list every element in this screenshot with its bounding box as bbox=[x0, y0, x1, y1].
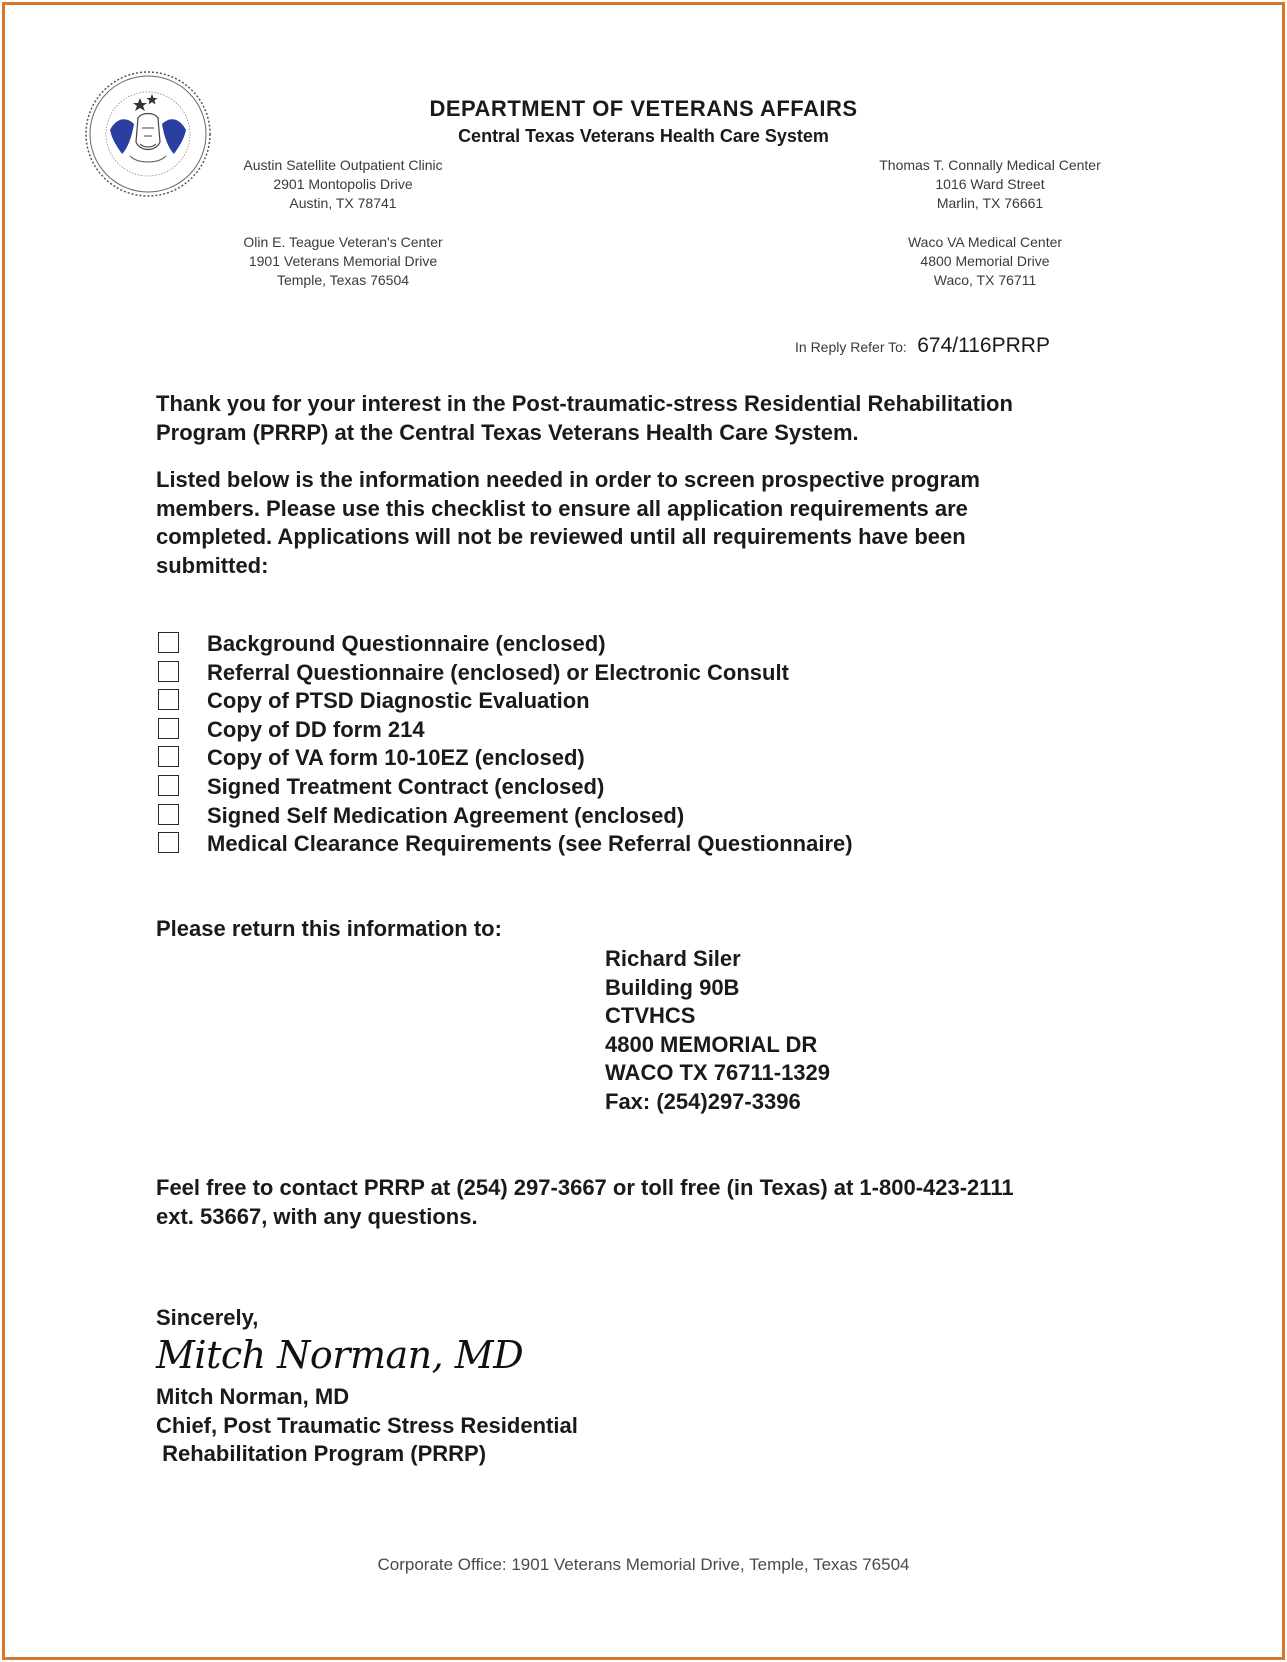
checklist-item-label: Copy of DD form 214 bbox=[207, 716, 425, 742]
checkbox[interactable] bbox=[158, 746, 179, 767]
closing-salutation: Sincerely, bbox=[156, 1305, 259, 1330]
intro-paragraph: Thank you for your interest in the Post-traumatic-stress Residential Rehabilitation Program (PRRP) at the Central Texas Veterans Health Care System. bbox=[156, 391, 1013, 445]
handwritten-signature: Mitch Norman, MD bbox=[156, 1333, 524, 1377]
reply-label: In Reply Refer To: bbox=[795, 339, 907, 355]
signer-block: Mitch Norman, MD Chief, Post Traumatic Stress Residential Rehabilitation Program (PRRP) bbox=[156, 1384, 578, 1466]
checkbox[interactable] bbox=[158, 689, 179, 710]
reply-reference bbox=[795, 334, 1050, 358]
facility-austin-address: Austin Satellite Outpatient Clinic 2901 Montopolis Drive Austin, TX 78741 bbox=[243, 157, 443, 211]
instructions-paragraph: Listed below is the information needed in order to screen prospective program members. Please use this checklist to ensure all application requirements are completed. Applications will not be reviewed until all requirements have been submitted: bbox=[156, 467, 980, 578]
checkbox[interactable] bbox=[158, 775, 179, 796]
checkbox[interactable] bbox=[158, 632, 179, 653]
checkbox[interactable] bbox=[158, 832, 179, 853]
checkbox[interactable] bbox=[158, 804, 179, 825]
checklist-item-label: Signed Self Medication Agreement (enclosed) bbox=[207, 802, 685, 828]
footer-corporate-office: Corporate Office: 1901 Veterans Memorial Drive, Temple, Texas 76504 bbox=[377, 1555, 910, 1574]
return-address: Richard Siler Building 90B CTVHCS 4800 MEMORIAL DR WACO TX 76711-1329 Fax: (254)297-3396 bbox=[605, 946, 831, 1114]
checklist-item-label: Referral Questionnaire (enclosed) or Electronic Consult bbox=[207, 659, 789, 685]
facility-waco-address: Waco VA Medical Center 4800 Memorial Drive Waco, TX 76711 bbox=[907, 234, 1063, 288]
checklist-item-label: Copy of VA form 10-10EZ (enclosed) bbox=[207, 745, 585, 771]
checklist-item-label: Copy of PTSD Diagnostic Evaluation bbox=[207, 688, 590, 714]
department-title: DEPARTMENT OF VETERANS AFFAIRS bbox=[429, 96, 858, 121]
contact-paragraph: Feel free to contact PRRP at (254) 297-3667 or toll free (in Texas) at 1-800-423-2111 ext. 53667, with any questions. bbox=[156, 1175, 1014, 1229]
return-instructions: Please return this information to: bbox=[156, 916, 502, 941]
checklist-item-label: Medical Clearance Requirements (see Referral Questionnaire) bbox=[207, 831, 853, 857]
checklist-item-label: Signed Treatment Contract (enclosed) bbox=[207, 773, 605, 799]
checklist-item-label: Background Questionnaire (enclosed) bbox=[207, 631, 606, 656]
facility-temple-address: Olin E. Teague Veteran's Center 1901 Veterans Memorial Drive Temple, Texas 76504 bbox=[243, 234, 443, 288]
health-system-name: Central Texas Veterans Health Care System bbox=[458, 126, 829, 146]
facility-marlin-address: Thomas T. Connally Medical Center 1016 Ward Street Marlin, TX 76661 bbox=[879, 157, 1101, 211]
checkbox[interactable] bbox=[158, 718, 179, 739]
reply-value: 674/116PRRP bbox=[917, 334, 1050, 357]
checkbox[interactable] bbox=[158, 661, 179, 682]
